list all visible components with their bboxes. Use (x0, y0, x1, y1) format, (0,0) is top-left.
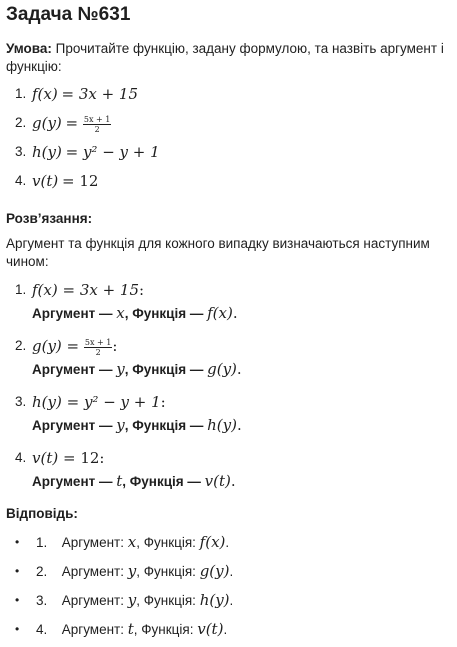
bullet-icon: • (15, 622, 20, 637)
bullet-icon: • (15, 535, 20, 550)
list-number: 2. (15, 115, 27, 131)
list-number: 4. (15, 450, 27, 466)
solution-item-3 (6, 391, 451, 437)
argument-word: Аргумент — (32, 306, 113, 322)
answer-heading: Відповідь: (6, 506, 78, 522)
fraction (84, 338, 112, 357)
period: . (236, 416, 242, 435)
colon: : (160, 393, 166, 412)
formula-lhs: f(x) (32, 281, 58, 300)
period: . (230, 472, 236, 491)
colon: : (112, 337, 118, 356)
argument-word: Аргумент: (61, 622, 124, 638)
condition-item-2 (6, 113, 451, 142)
list-number: 3. (36, 593, 48, 609)
list-number: 1. (15, 86, 27, 102)
argument-word: Аргумент: (61, 564, 124, 580)
formula-lhs: g(y) (32, 337, 62, 356)
argument-value: y (127, 591, 137, 610)
condition-text: Прочитайте функцію, задану формулою, та назвіть аргумент і функцію: (6, 41, 444, 75)
function-value: g(y) (207, 360, 237, 379)
formula-lhs: h(y) (32, 143, 62, 162)
equals-sign: = (57, 281, 80, 300)
comma: , (133, 622, 142, 638)
fraction-numerator: 5x + 1 (83, 115, 111, 125)
formula-rhs: y² − y + 1 (83, 393, 161, 412)
formula-lhs: v(t) (32, 172, 59, 191)
solution-item-2 (6, 335, 451, 381)
formula-lhs: h(y) (32, 393, 62, 412)
argument-value: y (116, 416, 125, 435)
list-number: 3. (15, 144, 27, 160)
period: . (229, 593, 234, 609)
list-number: 1. (15, 282, 27, 298)
list-number: 4. (36, 622, 48, 638)
fraction-denominator: 2 (94, 125, 100, 135)
formula-lhs: f(x) (32, 85, 58, 104)
equals-sign: = (61, 85, 79, 104)
argument-word: Аргумент — (32, 362, 113, 378)
comma: , (124, 306, 133, 322)
solution-explanation (32, 470, 451, 493)
argument-value: t (116, 472, 123, 491)
function-word: Функція — (132, 306, 204, 322)
comma: , (136, 535, 144, 551)
comma: , (122, 474, 130, 490)
comma: , (136, 593, 144, 609)
equals-sign: = (61, 337, 84, 356)
solution-heading: Розв’язання: (6, 211, 93, 227)
function-word: Функція — (129, 474, 201, 490)
list-number: 2. (15, 338, 27, 354)
condition-item-4 (6, 171, 451, 200)
argument-word: Аргумент: (61, 593, 124, 609)
formula-lhs: v(t) (32, 449, 59, 468)
formula-rhs: 12 (79, 172, 99, 191)
fraction-numerator: 5x + 1 (84, 338, 112, 348)
solution-intro: Аргумент та функція для кожного випадку визначаються наступним чином: (6, 235, 430, 269)
condition-item-1 (6, 84, 451, 113)
document-page (6, 2, 451, 647)
function-value: h(y) (207, 416, 237, 435)
colon: : (99, 449, 105, 468)
condition-list (6, 84, 451, 200)
formula-lhs: g(y) (32, 114, 62, 133)
argument-word: Аргумент — (32, 418, 113, 434)
solution-explanation (32, 358, 451, 381)
condition-item-3 (6, 142, 451, 171)
list-number: 1. (36, 535, 48, 551)
solution-formula (32, 279, 451, 302)
colon: : (139, 281, 145, 300)
formula-rhs: 3x + 15 (78, 85, 139, 104)
function-value: f(x) (199, 533, 226, 552)
argument-word: Аргумент: (61, 535, 124, 551)
function-word: Функція: (141, 622, 194, 638)
answer-list (6, 531, 451, 647)
formula-rhs: y² − y + 1 (82, 143, 160, 162)
argument-value: x (127, 533, 137, 552)
function-word: Функція: (143, 535, 196, 551)
fraction (83, 115, 111, 134)
period: . (236, 360, 242, 379)
argument-value: y (127, 562, 137, 581)
comma: , (136, 564, 144, 580)
answer-item-3 (6, 589, 451, 618)
equals-sign: = (61, 393, 84, 412)
argument-value: x (116, 304, 125, 323)
formula-rhs: 3x + 15 (79, 281, 140, 300)
list-number: 4. (15, 173, 27, 189)
argument-value: y (116, 360, 125, 379)
argument-value: t (127, 620, 134, 639)
formula-rhs: 12 (80, 449, 100, 468)
period: . (223, 622, 228, 638)
page-title: Задача №631 (6, 4, 131, 25)
equals-sign: = (65, 143, 83, 162)
equals-sign: = (61, 172, 80, 191)
function-word: Функція: (143, 564, 196, 580)
equals-sign: = (65, 114, 83, 133)
condition-label: Умова: (6, 41, 52, 56)
solution-list (6, 279, 451, 493)
period: . (225, 535, 230, 551)
function-value: v(t) (204, 472, 231, 491)
bullet-icon: • (15, 564, 20, 579)
function-value: h(y) (199, 591, 230, 610)
solution-item-1 (6, 279, 451, 325)
function-value: f(x) (207, 304, 233, 323)
period: . (232, 304, 238, 323)
argument-word: Аргумент — (32, 474, 113, 490)
comma: , (124, 418, 133, 434)
solution-explanation (32, 302, 451, 325)
function-value: g(y) (199, 562, 230, 581)
function-value: v(t) (197, 620, 224, 639)
answer-item-1 (6, 531, 451, 560)
function-word: Функція — (132, 418, 204, 434)
list-number: 3. (15, 394, 27, 410)
function-word: Функція: (143, 593, 196, 609)
list-number: 2. (36, 564, 48, 580)
bullet-icon: • (15, 593, 20, 608)
comma: , (124, 362, 133, 378)
answer-item-4 (6, 618, 451, 647)
solution-formula (32, 335, 451, 358)
equals-sign: = (58, 449, 81, 468)
solution-item-4 (6, 447, 451, 493)
solution-formula (32, 391, 451, 414)
fraction-denominator: 2 (95, 348, 101, 358)
solution-formula (32, 447, 451, 470)
period: . (229, 564, 234, 580)
solution-explanation (32, 414, 451, 437)
function-word: Функція — (132, 362, 204, 378)
condition-paragraph (6, 40, 451, 76)
